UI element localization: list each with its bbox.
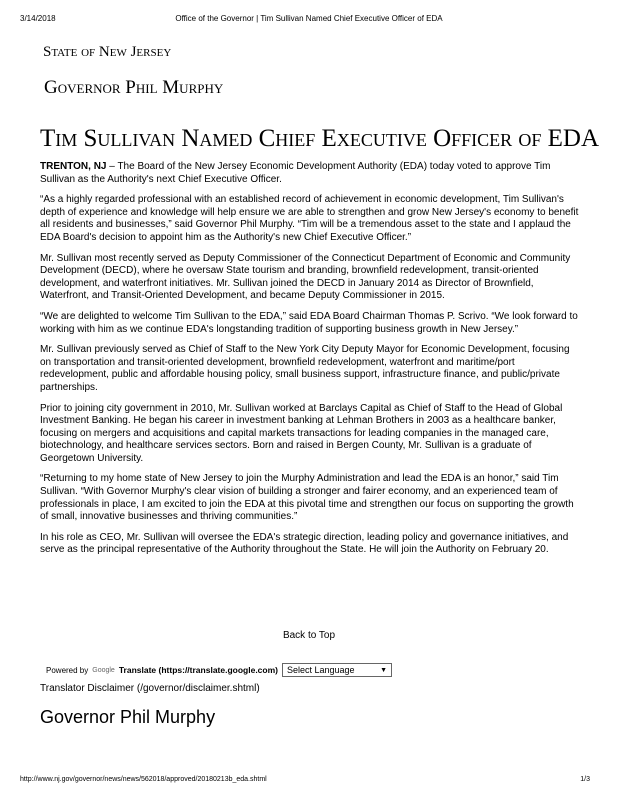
lead-paragraph [40,161,580,186]
dropdown-arrow-icon: ▼ [380,666,387,674]
footer-governor-name: Governor Phil Murphy [40,707,216,727]
paragraph: Mr. Sullivan previously served as Chief of Staff to the New York City Deputy Mayor for Economic Development, focusing on transportation and transit-oriented development, brownfield redevelopment, waterfront and maritime/port redevelopment, public and affordable housing policy, small business support, infrastructure finance, and public/private partnerships. [40,344,570,393]
article-body [40,161,580,565]
google-logo: Google [92,666,115,674]
print-url: http://www.nj.gov/governor/news/news/562018/approved/20180213b_eda.shtml [20,776,267,783]
powered-by-label: Powered by [46,665,89,675]
paragraph: “As a highly regarded professional with an established record of achievement in economic development, Tim Sullivan's depth of experience and knowledge will help ensure we are able to strengthen and grow New Jersey's economy to benefit all residents and businesses,” said Governor Phil Murphy. “Tim will be a tremendous asset to the state and I applaud the EDA Board's decision to appoint him as the Authority's new Chief Executive Officer.” [40,194,579,243]
language-select[interactable] [282,663,392,677]
paragraph: Prior to joining city government in 2010, Mr. Sullivan worked at Barclays Capital as Chief of Staff to the Head of Global Investment Banking. He began his career in investment banking at Lehman Brothers in 2003 as a healthcare banker, focusing on mergers and acquisitions and capital markets transactions for leading companies in the managed care, biotechnology, and healthcare services sectors. Born and raised in Bergen County, Mr. Sullivan is a graduate of Georgetown University. [40,402,563,464]
paragraph: Mr. Sullivan most recently served as Deputy Commissioner of the Connecticut Department of Economic and Community Development (DECD), where he oversaw State tourism and branding, brownfield redevelopment, transit-oriented development, and waterfront initiatives. Mr. Sullivan joined the DECD in January 2014 as Director of Brownfield, Waterfront, and Transit-Oriented Development, and became Deputy Commissioner in 2015. [40,252,571,302]
print-page-number: 1/3 [580,776,590,783]
print-page-title: Office of the Governor | Tim Sullivan Named Chief Executive Officer of EDA [175,14,443,23]
language-select-value: Select Language [287,665,355,675]
state-name[interactable]: State of New Jersey [43,44,172,60]
translate-bar [46,662,392,678]
governor-title[interactable]: Governor Phil Murphy [44,77,224,98]
lead-text: – The Board of the New Jersey Economic Development Authority (EDA) today voted to approve Tim Sullivan as the Authority's next Chief Executive Officer. [40,161,551,185]
print-date: 3/14/2018 [20,14,56,23]
translator-disclaimer-link[interactable]: Translator Disclaimer (/governor/disclaimer.shtml) [40,683,260,694]
dateline: TRENTON, NJ [40,161,107,172]
article-headline: Tim Sullivan Named Chief Executive Officer of EDA [40,125,600,152]
paragraph: “Returning to my home state of New Jersey to join the Murphy Administration and lead the EDA is an honor,” said Tim Sullivan. “With Governor Murphy's clear vision of building a stronger and fairer economy, and an experienced team of professionals in place, I am excited to join the EDA at this pivotal time and strengthen our focus on supporting the growth of small, innovative businesses and thriving communities.” [40,473,574,523]
paragraph: In his role as CEO, Mr. Sullivan will oversee the EDA's strategic direction, leading policy and governance initiatives, and serve as the principal representative of the Authority throughout the State. He will join the Authority on February 20. [40,531,569,556]
paragraph: “We are delighted to welcome Tim Sullivan to the EDA,” said EDA Board Chairman Thomas P. Scrivo. “We look forward to working with him as we continue EDA's longstanding tradition of supporting business growth in New Jersey.” [40,310,578,335]
google-translate-link[interactable]: Translate (https://translate.google.com) [118,665,278,675]
back-to-top-link[interactable]: Back to Top [282,630,336,641]
